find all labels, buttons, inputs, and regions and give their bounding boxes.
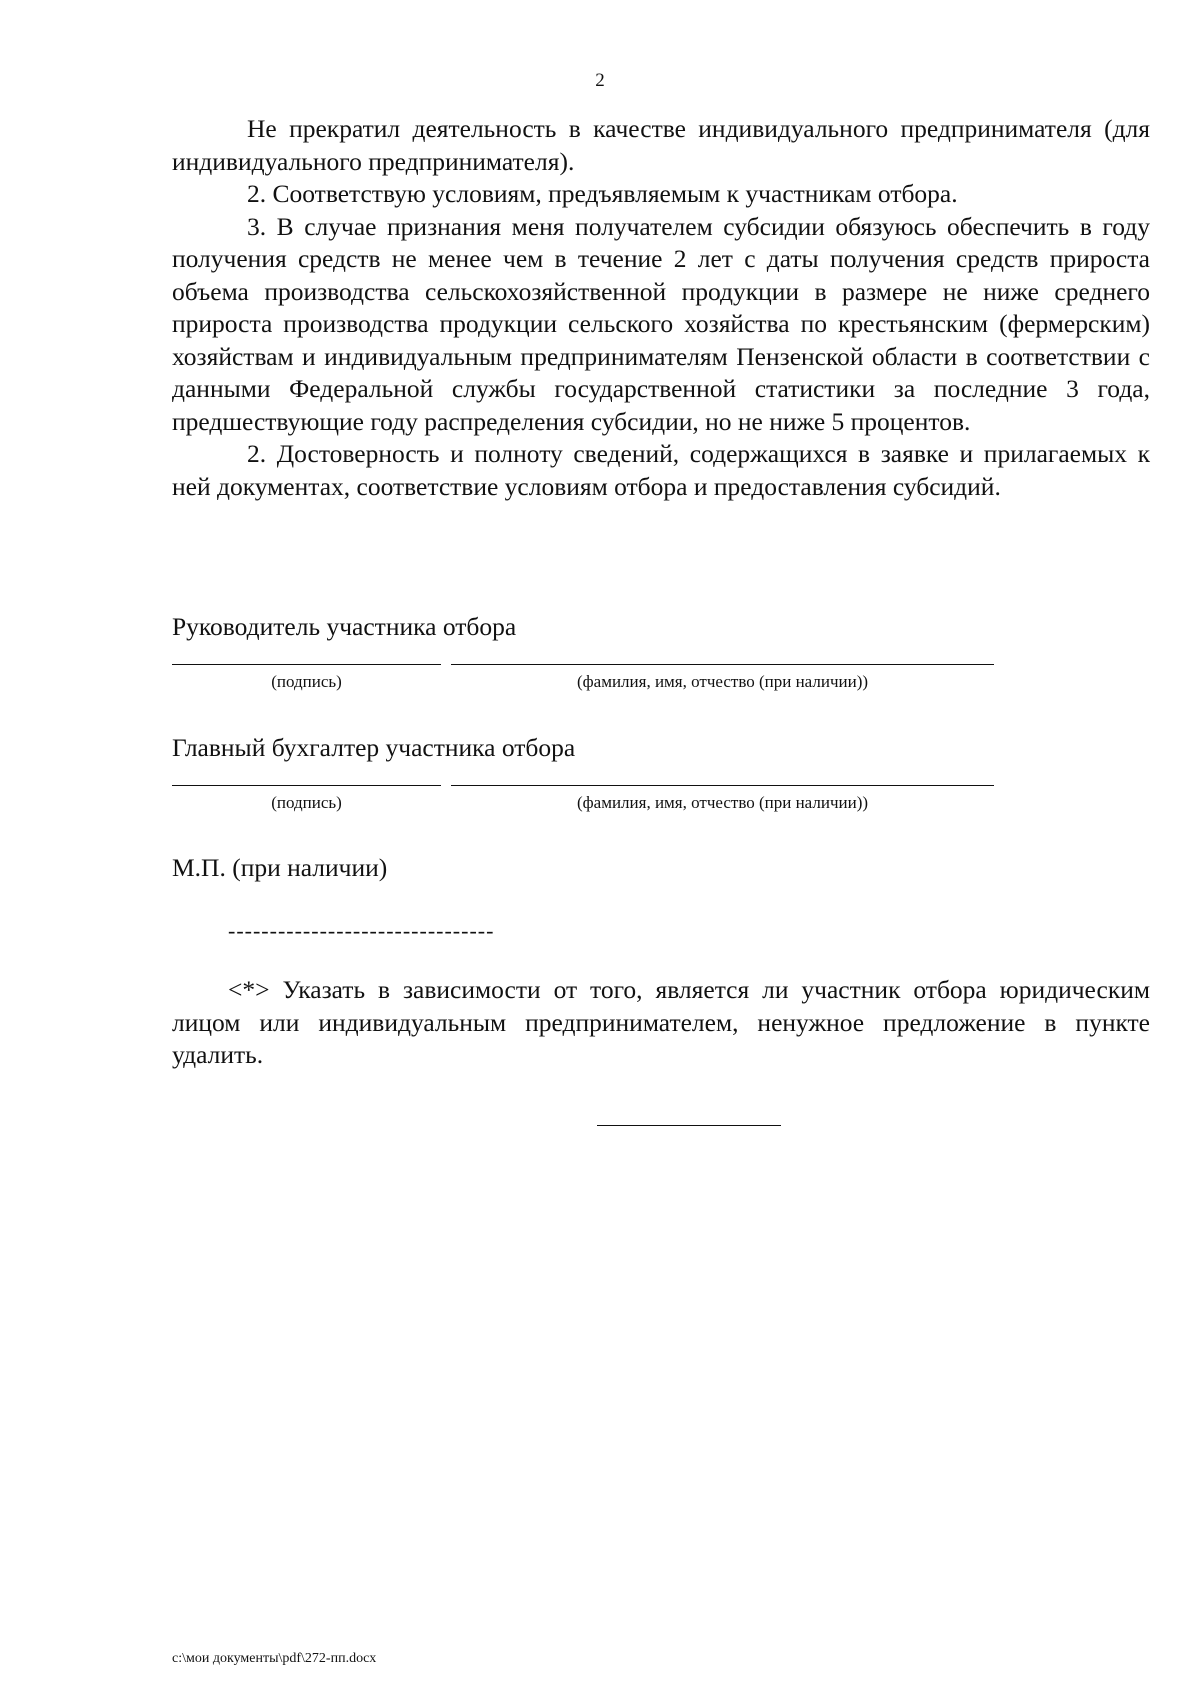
accountant-name-caption: (фамилия, имя, отчество (при наличии)) [576,793,869,812]
head-name-caption: (фамилия, имя, отчество (при наличии)) [576,672,869,691]
accountant-signature-caption: (подпись) [271,793,342,812]
paragraph-reliability: 2. Достоверность и полноту сведений, содержащихся в заявке и прилагаемых к ней документах, соответствие условиям отбора и предоставления субсидий. [172,439,1150,501]
head-signature-caption: (подпись) [271,672,342,691]
end-of-document-rule [597,1125,781,1126]
paragraph-obligation: 3. В случае признания меня получателем субсидии обязуюсь обеспечить в году получения средств не менее чем в течение 2 лет с даты получения средств прироста объема производства сельскохозяйственной продукции в размере не ниже среднего прироста производства продукции сельского хозяйства по крестьянским (фермерским) хозяйствам и индивидуальным предпринимателям Пензенской области в соответствии с данными Федеральной службы государственной статистики за последние 3 года, предшествующие году распределения субсидии, но не ниже 5 процентов. [172,211,1150,436]
accountant-signature-label: Главный бухгалтер участника отбора [172,733,576,762]
paragraph-entrepreneur: Не прекратил деятельность в качестве индивидуального предпринимателя (для индивидуального предпринимателя). [172,114,1150,176]
footnote-text: <*> Указать в зависимости от того, является ли участник отбора юридическим лицом или индивидуальным предпринимателем, ненужное предложение в пункте удалить. [172,975,1150,1069]
document-body [172,113,1150,503]
head-signature-line [172,664,441,665]
seal-label: М.П. (при наличии) [172,853,388,882]
paragraph-conditions: 2. Соответствую условиям, предъявляемым к участникам отбора. [247,179,958,208]
page-number: 2 [595,70,605,91]
head-name-line [451,664,994,665]
accountant-signature-line [172,785,441,786]
accountant-name-line [451,785,994,786]
file-path-footer: c:\мои документы\pdf\272-пп.docx [172,1651,377,1666]
footnote-separator: -------------------------------- [228,918,495,943]
head-signature-label: Руководитель участника отбора [172,612,517,641]
